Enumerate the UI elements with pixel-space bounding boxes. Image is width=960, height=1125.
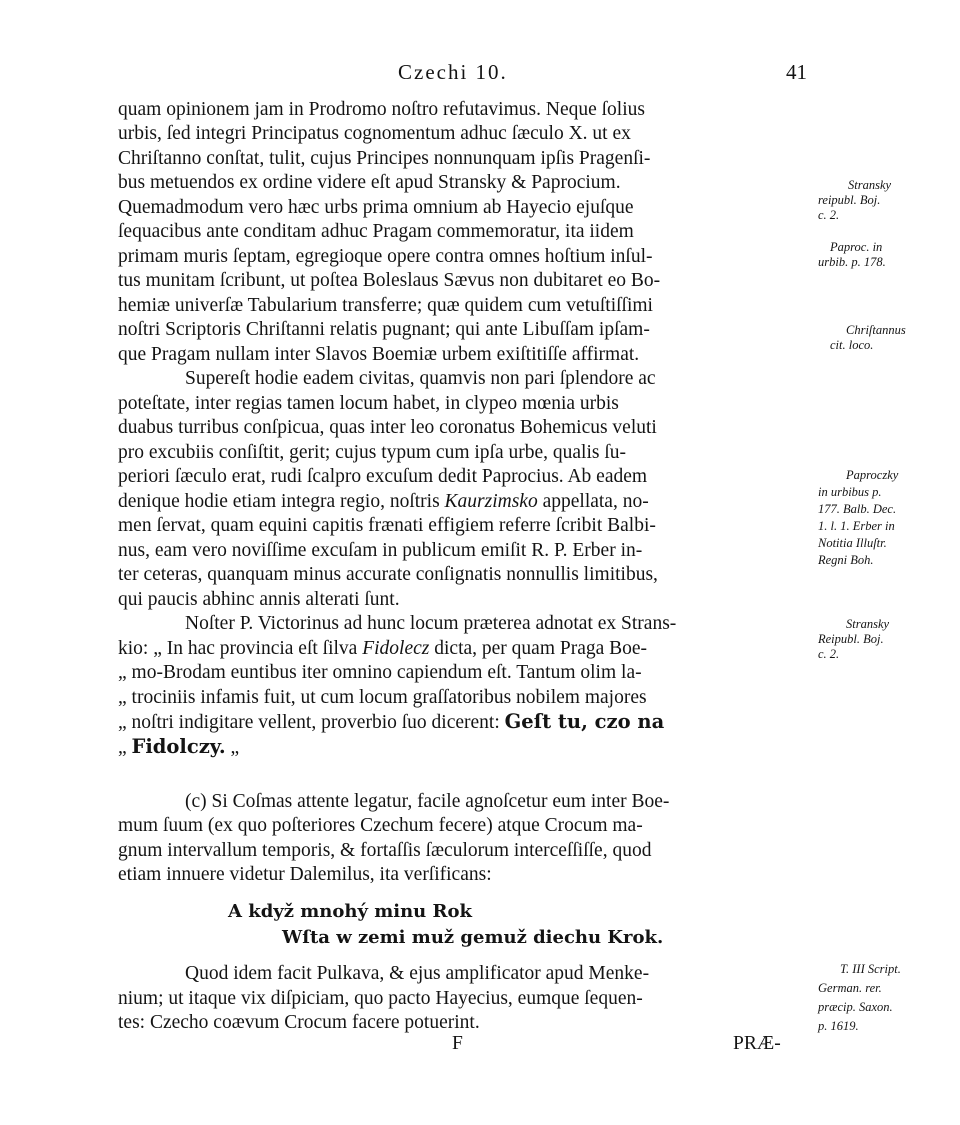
text-line: nus, eam vero noviſſime excuſam in publicum emiſit R. P. Erber in- xyxy=(118,540,643,561)
blackletter-proverb: Fidolczy. xyxy=(131,735,226,758)
text-line: ter ceteras, quanquam minus accurate conſignatis nonnullis limitibus, xyxy=(118,564,658,585)
text-line: mum ſuum (ex quo poſteriores Czechum fecere) atque Crocum ma- xyxy=(118,815,643,836)
running-title: Czechi 10. xyxy=(398,60,508,84)
margin-line: c. 2. xyxy=(818,647,840,661)
blackletter-proverb: Geſt tu, czo na xyxy=(504,710,665,733)
margin-line: Chriſtannus xyxy=(846,323,906,337)
margin-note xyxy=(818,178,891,223)
margin-note xyxy=(818,617,889,662)
margin-note xyxy=(818,467,898,569)
margin-note xyxy=(818,240,886,270)
text-run: „ noſtri indigitare vellent, proverbio ſuo dicerent: xyxy=(118,712,505,733)
text-line: etiam innuere videtur Dalemilus, ita verſificans: xyxy=(118,864,492,885)
text-line: tus munitam ſcribunt, ut poſtea Boleslaus Sævus non dubitaret eo Bo- xyxy=(118,270,661,291)
text-line xyxy=(118,710,664,735)
text-line: (c) Si Coſmas attente legatur, facile agnoſcetur eum inter Boe- xyxy=(185,791,670,812)
margin-note xyxy=(818,960,901,1036)
place-name: Kaurzimsko xyxy=(444,491,538,512)
catchword: PRÆ- xyxy=(733,1033,781,1054)
margin-line: Regni Boh. xyxy=(818,553,874,567)
text-line xyxy=(118,735,239,760)
text-line: tes: Czecho coævum Crocum facere potuerint. xyxy=(118,1012,480,1033)
text-line: quam opinionem jam in Prodromo noſtro refutavimus. Neque ſolius xyxy=(118,99,645,120)
text-run: „ xyxy=(118,737,132,758)
margin-line: Reipubl. Boj. xyxy=(818,632,884,646)
text-line xyxy=(118,637,647,661)
text-line: pro excubiis conſiſtit, gerit; cujus typum cum ipſa urbe, qualis ſu- xyxy=(118,442,626,463)
margin-line: p. 1619. xyxy=(818,1019,859,1033)
margin-line: 1. l. 1. Erber in xyxy=(818,519,895,533)
margin-line: Paproczky xyxy=(846,468,899,482)
text-line: duabus turribus conſpicua, quas inter leo coronatus Bohemicus veluti xyxy=(118,417,657,438)
margin-line: T. III Script. xyxy=(840,962,901,976)
text-run: „ xyxy=(225,737,240,758)
margin-line: reipubl. Boj. xyxy=(818,193,881,207)
margin-line: præcip. Saxon. xyxy=(818,1000,893,1014)
text-line: que Pragam nullam inter Slavos Boemiæ urbem exiſtitiſſe affirmat. xyxy=(118,344,640,365)
text-line: Quod idem facit Pulkava, & ejus amplificator apud Menke- xyxy=(185,963,650,984)
margin-line: c. 2. xyxy=(818,208,840,222)
text-run: dicta, per quam Praga Boe- xyxy=(429,638,648,659)
signature-mark: F xyxy=(452,1033,463,1054)
text-line: Quemadmodum vero hæc urbs prima omnium ab Hayecio ejuſque xyxy=(118,197,634,218)
margin-line: Stransky xyxy=(848,178,892,192)
text-run: kio: „ In hac provincia eſt ſilva xyxy=(118,638,363,659)
text-run: denique hodie etiam integra regio, noſtris xyxy=(118,491,445,512)
verse-line: A když mnohý minu Rok xyxy=(228,901,472,922)
margin-line: cit. loco. xyxy=(830,338,874,352)
text-line: Chriſtanno conſtat, tulit, cujus Principes nonnunquam ipſis Pragenſi- xyxy=(118,148,651,169)
margin-line: German. rer. xyxy=(818,981,882,995)
verse-line: Wſta w zemi muž gemuž diechu Krok. xyxy=(282,927,664,948)
page-number: 41 xyxy=(786,60,807,84)
text-line: qui paucis abhinc annis alterati ſunt. xyxy=(118,589,400,610)
text-line: hemiæ univerſæ Tabularium transferre; quæ quidem cum vetuſtiſſimi xyxy=(118,295,653,316)
text-line: ſequacibus ante conditam adhuc Pragam commemoratur, ita iidem xyxy=(118,221,634,242)
text-line: „ mo-Brodam euntibus iter omnino capiendum eſt. Tantum olim la- xyxy=(118,662,642,683)
margin-line: urbib. p. 178. xyxy=(818,255,886,269)
place-name: Fidolecz xyxy=(362,638,430,659)
text-line: primam muris ſeptam, egregioque opere contra omnes hoſtium inſul- xyxy=(118,246,653,267)
margin-line: Notitia Illuſtr. xyxy=(818,536,887,550)
margin-line: 177. Balb. Dec. xyxy=(818,502,897,516)
text-line xyxy=(118,490,649,514)
margin-line: in urbibus p. xyxy=(818,485,882,499)
text-line: men ſervat, quam equini capitis frænati effigiem referre ſcribit Balbi- xyxy=(118,515,656,536)
text-line: „ trociniis infamis fuit, ut cum locum graſſatoribus nobilem majores xyxy=(118,687,647,708)
text-line: periori ſæculo erat, rudi ſcalpro excuſum dedit Paprocius. Ab eadem xyxy=(118,466,648,487)
text-line: poteſtate, inter regias tamen locum habet, in clypeo mœnia urbis xyxy=(118,393,619,414)
margin-line: Stransky xyxy=(846,617,890,631)
margin-note xyxy=(818,323,906,353)
margin-line: Paproc. in xyxy=(830,240,883,254)
text-line: urbis, ſed integri Principatus cognomentum adhuc ſæculo X. ut ex xyxy=(118,123,631,144)
text-line: noſtri Scriptoris Chriſtanni relatis pugnant; qui ante Libuſſam ipſam- xyxy=(118,319,650,340)
text-line: gnum intervallum temporis, & fortaſſis ſæculorum interceſſiſſe, quod xyxy=(118,840,652,861)
text-line: bus metuendos ex ordine videre eſt apud Stransky & Paprocium. xyxy=(118,172,621,193)
text-run: appellata, no- xyxy=(537,491,649,512)
text-line: nium; ut itaque vix diſpiciam, quo pacto Hayecius, eumque ſequen- xyxy=(118,988,643,1009)
text-line: Supereſt hodie eadem civitas, quamvis non pari ſplendore ac xyxy=(185,368,656,389)
text-line: Noſter P. Victorinus ad hunc locum præterea adnotat ex Strans- xyxy=(185,613,677,634)
